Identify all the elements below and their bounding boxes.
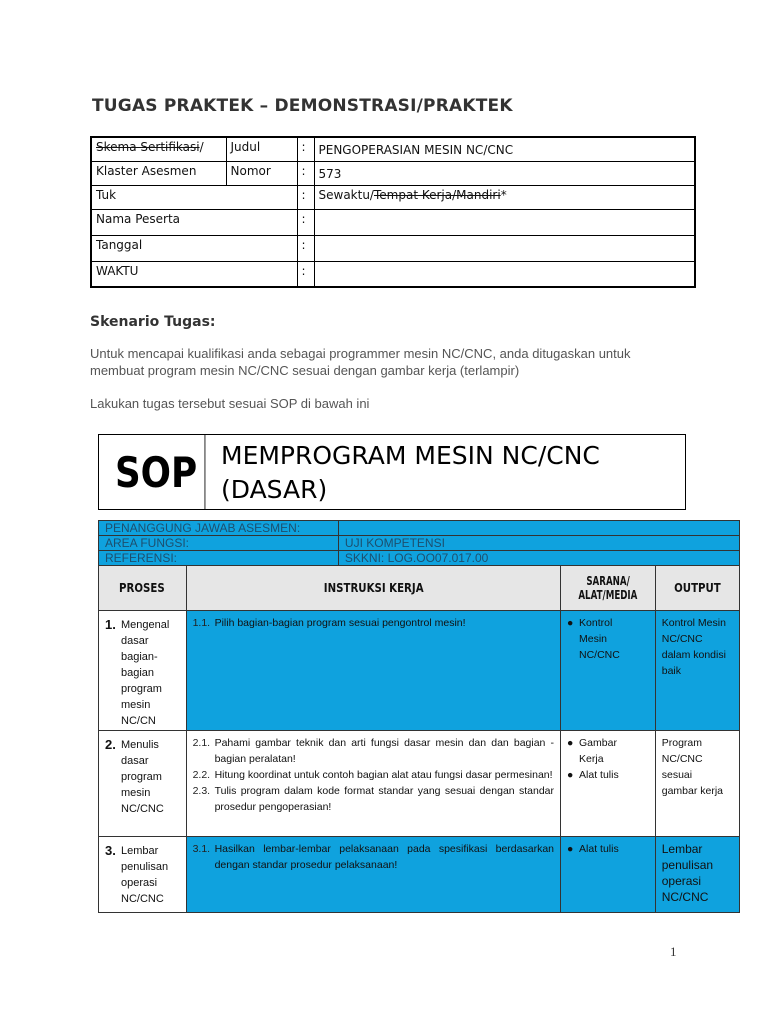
proses-line: operasi [121, 877, 158, 889]
output-cell [655, 731, 739, 837]
instruction-text: Tulis program dalam kode format standar yang sesuai dengan standar prosedur pengoperasian! [214, 785, 555, 813]
proses-cell [99, 611, 187, 731]
instruksi-cell [186, 731, 560, 837]
header-sarana-label [573, 574, 642, 602]
proses-line: dasar [121, 635, 149, 647]
penanggung-value [338, 521, 739, 536]
header-output-label: OUTPUT [674, 581, 721, 595]
skema-slash: / [199, 140, 204, 154]
instruction-number: 1.1. [192, 617, 211, 629]
output-line: Lembar [661, 842, 703, 856]
instruction-number: 2.2. [192, 769, 211, 781]
skenario-paragraph [90, 345, 690, 379]
output-cell [655, 837, 739, 913]
area-label: AREA FUNGSI: [99, 536, 339, 551]
header-proses-label: PROSES [119, 581, 166, 595]
tanggal-label: Tanggal [91, 235, 297, 261]
nomor-label: Nomor [226, 161, 297, 185]
info-table [90, 136, 696, 288]
tuk-value-strike: Tempat Kerja/Mandiri [373, 187, 501, 202]
bullet-icon: ● [567, 769, 574, 781]
judul-colon: : [297, 137, 314, 161]
instruction-text: Hitung koordinat untuk contoh bagian alat atau fungsi dasar permesinan! [214, 769, 553, 781]
instruction-item [193, 783, 554, 815]
skenario-heading: Skenario Tugas: [90, 314, 216, 330]
instruction-text: Pilih bagian-bagian program sesuai pengontrol mesin! [214, 617, 466, 629]
proses-line: mesin [121, 699, 151, 711]
referensi-label: REFERENSI: [99, 551, 339, 566]
area-value: UJI KOMPETENSI [338, 536, 739, 551]
bullet-icon: ● [567, 843, 574, 855]
proses-line: Mengenal [121, 619, 170, 631]
instruksi-cell [186, 837, 560, 913]
waktu-label: WAKTU [91, 261, 297, 287]
sop-logo: SOP [108, 435, 206, 509]
sarana-cell [561, 837, 656, 913]
sarana-item [567, 767, 649, 783]
proses-line: bagian [121, 667, 155, 679]
header-proses [99, 566, 187, 611]
output-line: dalam kondisi [661, 649, 726, 661]
skenario-line-1: Untuk mencapai kualifikasi anda sebagai programmer mesin NC/CNC, anda ditugaskan untuk [90, 346, 631, 361]
tuk-value-plain: Sewaktu/ [318, 187, 374, 202]
tanggal-colon: : [297, 235, 314, 261]
instruksi-cell [186, 611, 560, 731]
sarana-line: Alat tulis [579, 769, 619, 781]
output-line: NC/CNC [661, 633, 703, 645]
tuk-value-star: * [500, 187, 507, 202]
instruction-item [193, 767, 554, 783]
instruction-item [193, 841, 554, 873]
output-line: Program [661, 737, 702, 749]
sarana-line: NC/CNC [579, 649, 620, 661]
sop-title-line-1: MEMPROGRAM MESIN NC/CNC [221, 441, 600, 470]
proses-line: Lembar [121, 845, 159, 857]
proses-line: dasar [121, 755, 149, 767]
bullet-icon: ● [567, 737, 574, 749]
proses-line: program [121, 771, 162, 783]
judul-label: Judul [226, 137, 297, 161]
row-number: 1. [105, 617, 116, 632]
sarana-item [567, 841, 649, 857]
instruction-item [193, 615, 554, 631]
skenario-line-2: membuat program mesin NC/CNC sesuai dengan gambar kerja (terlampir) [90, 363, 520, 378]
sop-title [221, 439, 600, 507]
instruction-item [193, 735, 554, 767]
proses-line: NC/CN [121, 715, 156, 727]
instruction-number: 2.1. [192, 737, 211, 749]
sarana-cell [561, 731, 656, 837]
skema-label: Skema Sertifikasi [96, 140, 200, 154]
table-row [99, 837, 740, 913]
waktu-value [314, 261, 695, 287]
proses-line: penulisan [121, 861, 169, 873]
sarana-line: Gambar [579, 737, 617, 749]
proses-cell [99, 837, 187, 913]
tuk-value [314, 185, 695, 209]
output-line: Kontrol Mesin [661, 617, 726, 629]
header-sarana-line-1: SARANA/ [586, 574, 630, 588]
table-row [99, 731, 740, 837]
proses-line: NC/CNC [121, 893, 164, 905]
header-sarana [561, 566, 656, 611]
header-sarana-line-2: ALAT/MEDIA [578, 588, 638, 602]
output-line: sesuai [661, 769, 693, 781]
tanggal-value [314, 235, 695, 261]
nomor-colon: : [297, 161, 314, 185]
judul-value: PENGOPERASIAN MESIN NC/CNC [314, 137, 695, 161]
output-line: baik [661, 665, 681, 677]
sop-table [98, 520, 740, 913]
output-line: operasi [661, 874, 702, 888]
sarana-item [567, 615, 649, 663]
sarana-item [567, 735, 649, 767]
sarana-line: Alat tulis [579, 843, 619, 855]
proses-line: bagian- [121, 651, 158, 663]
table-row [99, 611, 740, 731]
skema-cell [91, 137, 226, 161]
bullet-icon: ● [567, 617, 574, 629]
sop-title-line-2: (DASAR) [221, 475, 328, 504]
output-line: penulisan [661, 858, 714, 872]
instruction-number: 3.1. [192, 843, 211, 855]
page-number: 1 [670, 944, 677, 959]
instruction-text: Pahami gambar teknik dan arti fungsi dasar mesin dan dan bagian - bagian peralatan! [214, 737, 555, 765]
proses-line: NC/CNC [121, 803, 164, 815]
nomor-value: 573 [314, 161, 695, 185]
header-instruksi [186, 566, 560, 611]
sarana-line: Kerja [579, 753, 604, 765]
sop-header [98, 434, 686, 510]
nama-colon: : [297, 209, 314, 235]
instruction-number: 2.3. [192, 785, 211, 797]
instruction-text: Hasilkan lembar-lembar pelaksanaan pada spesifikasi berdasarkan dengan standar prosedur pelaksanaan! [214, 843, 555, 871]
waktu-colon: : [297, 261, 314, 287]
nama-label: Nama Peserta [91, 209, 297, 235]
proses-line: mesin [121, 787, 151, 799]
sarana-line: Mesin [579, 633, 608, 645]
proses-line: program [121, 683, 162, 695]
row-number: 3. [105, 843, 116, 858]
tuk-colon: : [297, 185, 314, 209]
proses-cell [99, 731, 187, 837]
output-line: NC/CNC [661, 890, 709, 904]
header-output [655, 566, 739, 611]
row-number: 2. [105, 737, 116, 752]
klaster-label: Klaster Asesmen [91, 161, 226, 185]
sarana-line: Kontrol [579, 617, 613, 629]
nama-value [314, 209, 695, 235]
referensi-value: SKKNI: LOG.OO07.017.00 [338, 551, 739, 566]
output-line: gambar kerja [661, 785, 724, 797]
output-cell [655, 611, 739, 731]
tuk-label: Tuk [91, 185, 297, 209]
skenario-instruction: Lakukan tugas tersebut sesuai SOP di bawah ini [90, 396, 370, 411]
header-instruksi-label: INSTRUKSI KERJA [323, 581, 424, 595]
proses-line: Menulis [121, 739, 159, 751]
penanggung-label: PENANGGUNG JAWAB ASESMEN: [99, 521, 339, 536]
sarana-cell [561, 611, 656, 731]
page-title: TUGAS PRAKTEK – DEMONSTRASI/PRAKTEK [92, 96, 513, 116]
output-line: NC/CNC [661, 753, 703, 765]
